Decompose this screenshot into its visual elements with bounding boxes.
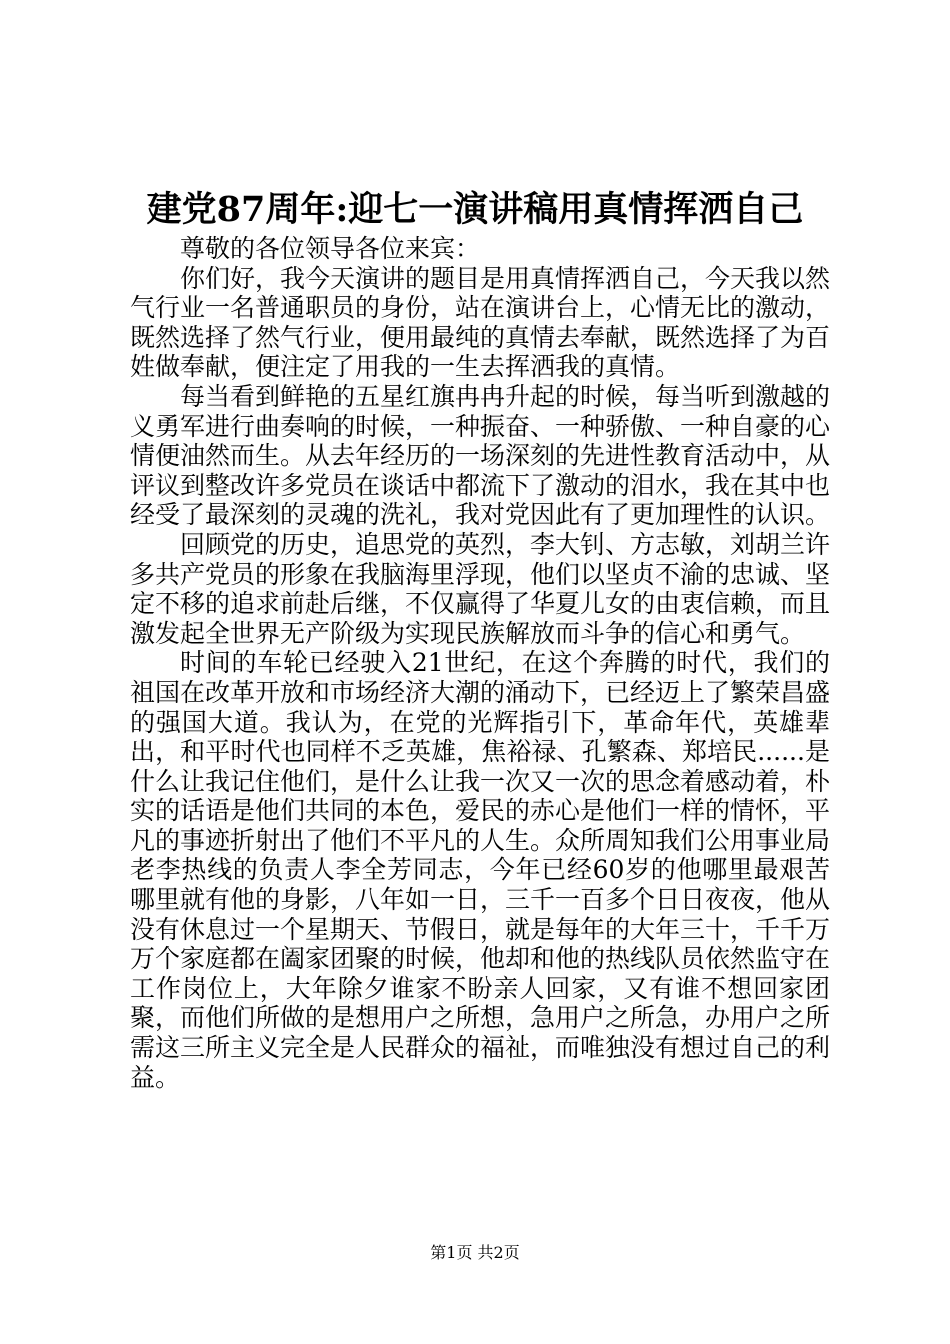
salutation-paragraph: 尊敬的各位领导各位来宾： — [180, 234, 481, 263]
body-paragraph-4: 时间的车轮已经驶入21世纪，在这个奔腾的时代，我们的祖国在改革开放和市场经济大潮的涌动下，已经迈上了繁荣昌盛的强国大道。我认为，在党的光辉指引下，革命年代，英雄辈出，和平时代也同样不乏英雄，焦裕禄、孔繁森、郑培民......是什么让我记住他们，是什么让我一次又一次的思念着感动着，朴实的话语是他们共同的本色，爱民的赤心是他们一样的情怀，平凡的事迹折射出了他们不平凡的人生。众所周知我们公用事业局老李热线的负责人李全芳同志，今年已经60岁的他哪里最艰苦哪里就有他的身影，八年如一日，三千一百多个日日夜夜，他从没有休息过一个星期天、节假日，就是每年的大年三十，千千万万个家庭都在阖家团聚的时候，他却和他的热线队员依然监守在工作岗位上，大年除夕谁家不盼亲人回家，又有谁不想回家团聚，而他们所做的是想用户之所想，急用户之所急，办用户之所需这三所主义完全是人民群众的福祉，而唯独没有想过自己的利益。 — [130, 648, 831, 1092]
body-paragraph-2: 每当看到鲜艳的五星红旗冉冉升起的时候，每当听到激越的义勇军进行曲奏响的时候，一种振奋、一种骄傲、一种自豪的心情便油然而生。从去年经历的一场深刻的先进性教育活动中，从评议到整改许多党员在谈话中都流下了激动的泪水，我在其中也经受了最深刻的灵魂的洗礼，我对党因此有了更加理性的认识。 — [130, 381, 831, 530]
body-paragraph-3: 回顾党的历史，追思党的英烈，李大钊、方志敏，刘胡兰许多共产党员的形象在我脑海里浮现，他们以坚贞不渝的忠诚、坚定不移的追求前赴后继，不仅赢得了华夏儿女的由衷信赖，而且激发起全世界无产阶级为实现民族解放而斗争的信心和勇气。 — [130, 529, 831, 648]
document-body — [130, 234, 830, 1092]
body-paragraph-1: 你们好，我今天演讲的题目是用真情挥洒自己，今天我以然气行业一名普通职员的身份，站在演讲台上，心情无比的激动，既然选择了然气行业，便用最纯的真情去奉献，既然选择了为百姓做奉献，便注定了用我的一生去挥洒我的真情。 — [130, 263, 831, 382]
document-title: 建党87周年:迎七一演讲稿用真情挥洒自己 — [146, 189, 804, 230]
page-number-footer: 第1页 共2页 — [430, 1243, 520, 1262]
